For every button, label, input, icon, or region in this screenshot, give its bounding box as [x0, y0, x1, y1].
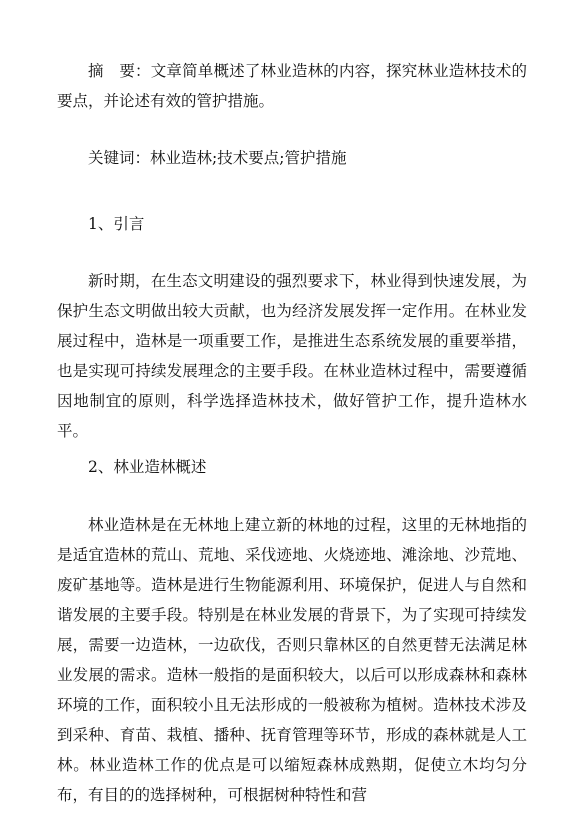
section-heading-introduction: 1、引言 — [88, 215, 145, 233]
overview-paragraph: 林业造林是在无林地上建立新的林地的过程，这里的无林地指的是适宜造林的荒山、荒地、采伐迹地、火烧迹地、滩涂地、沙荒地、废矿基地等。造林是进行生物能源利用、环境保护，促进人与自然和谐发展的主要手段。特别是在林业发展的背景下，为了实现可持续发展，需要一边造林，一边砍伐，否则只靠林区的自然更替无法满足林业发展的需求。造林一般指的是面积较大，以后可以形成森林和森林环境的工作，面积较小且无法形成的一般被称为植树。造林技术涉及到采种、育苗、栽植、播种、抚育管理等环节，形成的森林就是人工林。林业造林工作的优点是可以缩短森林成熟期，促使立木均匀分布，有目的的选择树种，可根据树种特性和营 — [57, 516, 527, 804]
section-heading-overview: 2、林业造林概述 — [88, 458, 207, 476]
abstract-paragraph: 摘 要：文章简单概述了林业造林的内容，探究林业造林技术的要点，并论述有效的管护措施。 — [57, 62, 527, 110]
introduction-paragraph: 新时期，在生态文明建设的强烈要求下，林业得到快速发展，为保护生态文明做出较大贡献，也为经济发展发挥一定作用。在林业发展过程中，造林是一项重要工作，是推进生态系统发展的重要举措，也是实现可持续发展理念的主要手段。在林业造林过程中，需要遵循因地制宜的原则，科学选择造林技术，做好管护工作，提升造林水平。 — [57, 272, 527, 440]
keywords-line: 关键词：林业造林;技术要点;管护措施 — [88, 149, 347, 167]
